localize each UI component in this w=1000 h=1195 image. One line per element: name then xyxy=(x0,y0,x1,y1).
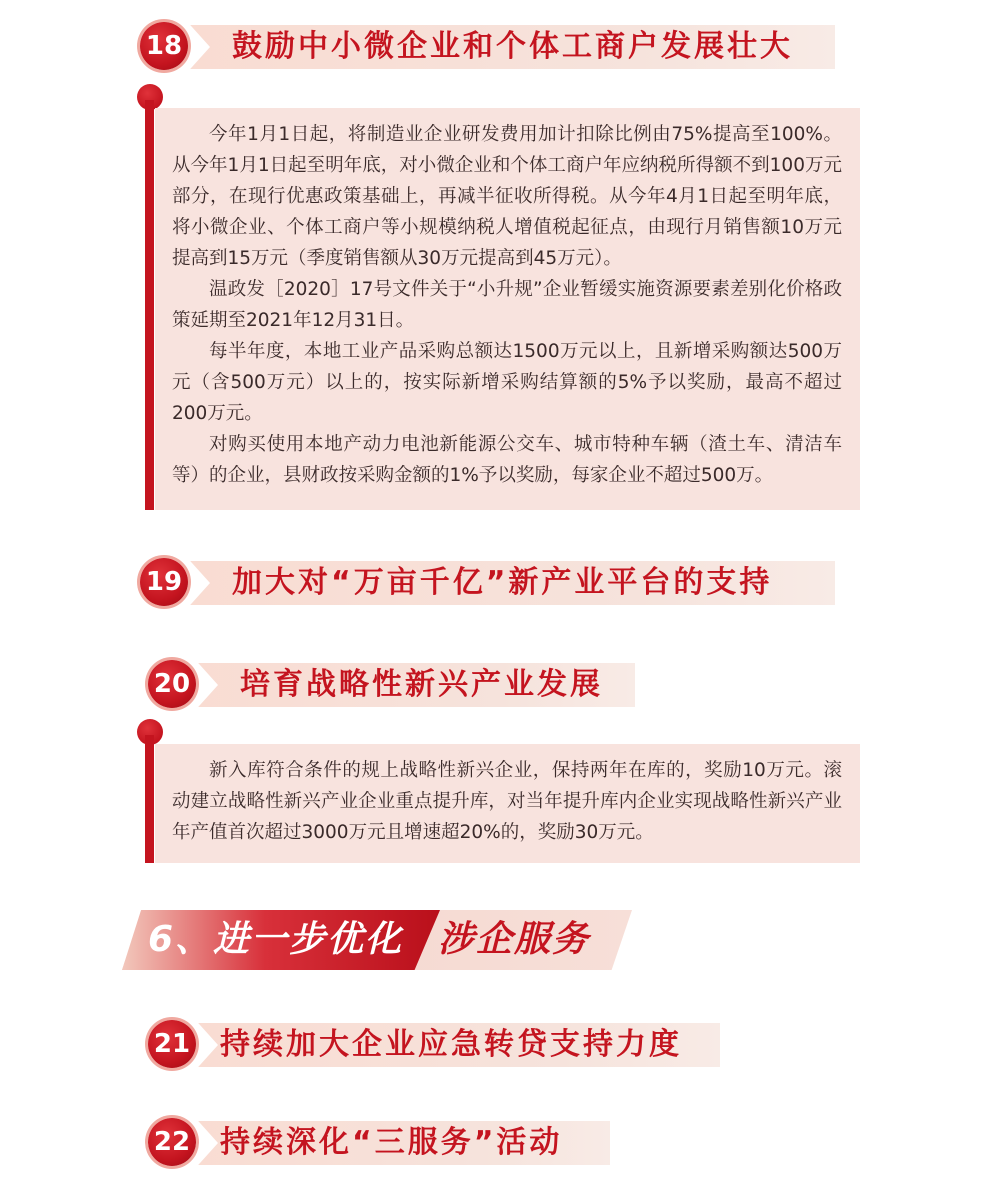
section-title: 加大对“万亩千亿”新产业平台的支持 xyxy=(232,565,773,600)
section-number-badge: 21 xyxy=(148,1020,196,1068)
section-number-badge: 18 xyxy=(140,22,188,70)
timeline-rail xyxy=(145,100,154,510)
banner-title-part2: 涉企服务 xyxy=(438,919,591,960)
section-header-21 xyxy=(148,1020,720,1070)
section-header-19 xyxy=(140,558,835,608)
section-banner xyxy=(122,910,632,970)
section-title: 持续加大企业应急转贷支持力度 xyxy=(220,1027,682,1062)
section-title: 持续深化“三服务”活动 xyxy=(220,1125,563,1160)
timeline-rail xyxy=(145,735,154,863)
card-paragraph: 温政发［2020］17号文件关于“小升规”企业暂缓实施资源要素差别化价格政策延期至2021年12月31日。 xyxy=(172,279,842,331)
section-title: 鼓励中小微企业和个体工商户发展壮大 xyxy=(232,29,793,64)
card-paragraph: 每半年度，本地工业产品采购总额达1500万元以上，且新增采购额达500万元（含500万元）以上的，按实际新增采购结算额的5%予以奖励，最高不超过200万元。 xyxy=(172,341,842,424)
card-paragraph: 新入库符合条件的规上战略性新兴企业，保持两年在库的，奖励10万元。滚动建立战略性新兴产业企业重点提升库，对当年提升库内企业实现战略性新兴产业年产值首次超过3000万元且增速超20%的，奖励30万元。 xyxy=(172,760,842,843)
card-paragraph: 对购买使用本地产动力电池新能源公交车、城市特种车辆（渣土车、清洁车等）的企业，县财政按采购金额的1%予以奖励，每家企业不超过500万。 xyxy=(172,434,842,486)
section-header-20 xyxy=(148,660,635,710)
section-header-22 xyxy=(148,1118,610,1168)
banner-title-part1: 6、进一步优化 xyxy=(148,919,404,960)
card-paragraph: 今年1月1日起，将制造业企业研发费用加计扣除比例由75%提高至100%。从今年1月1日起至明年底，对小微企业和个体工商户年应纳税所得额不到100万元部分，在现行优惠政策基础上，再减半征收所得税。从今年4月1日起至明年底，将小微企业、个体工商户等小规模纳税人增值税起征点，由现行月销售额10万元提高到15万元（季度销售额从30万元提高到45万元）。 xyxy=(172,124,842,269)
section-number-badge: 20 xyxy=(148,660,196,708)
section-number-badge: 19 xyxy=(140,558,188,606)
section-header-18 xyxy=(140,22,835,72)
section-number-badge: 22 xyxy=(148,1118,196,1166)
content-card-20 xyxy=(155,744,860,863)
section-title: 培育战略性新兴产业发展 xyxy=(240,667,603,702)
content-card-18 xyxy=(155,108,860,510)
